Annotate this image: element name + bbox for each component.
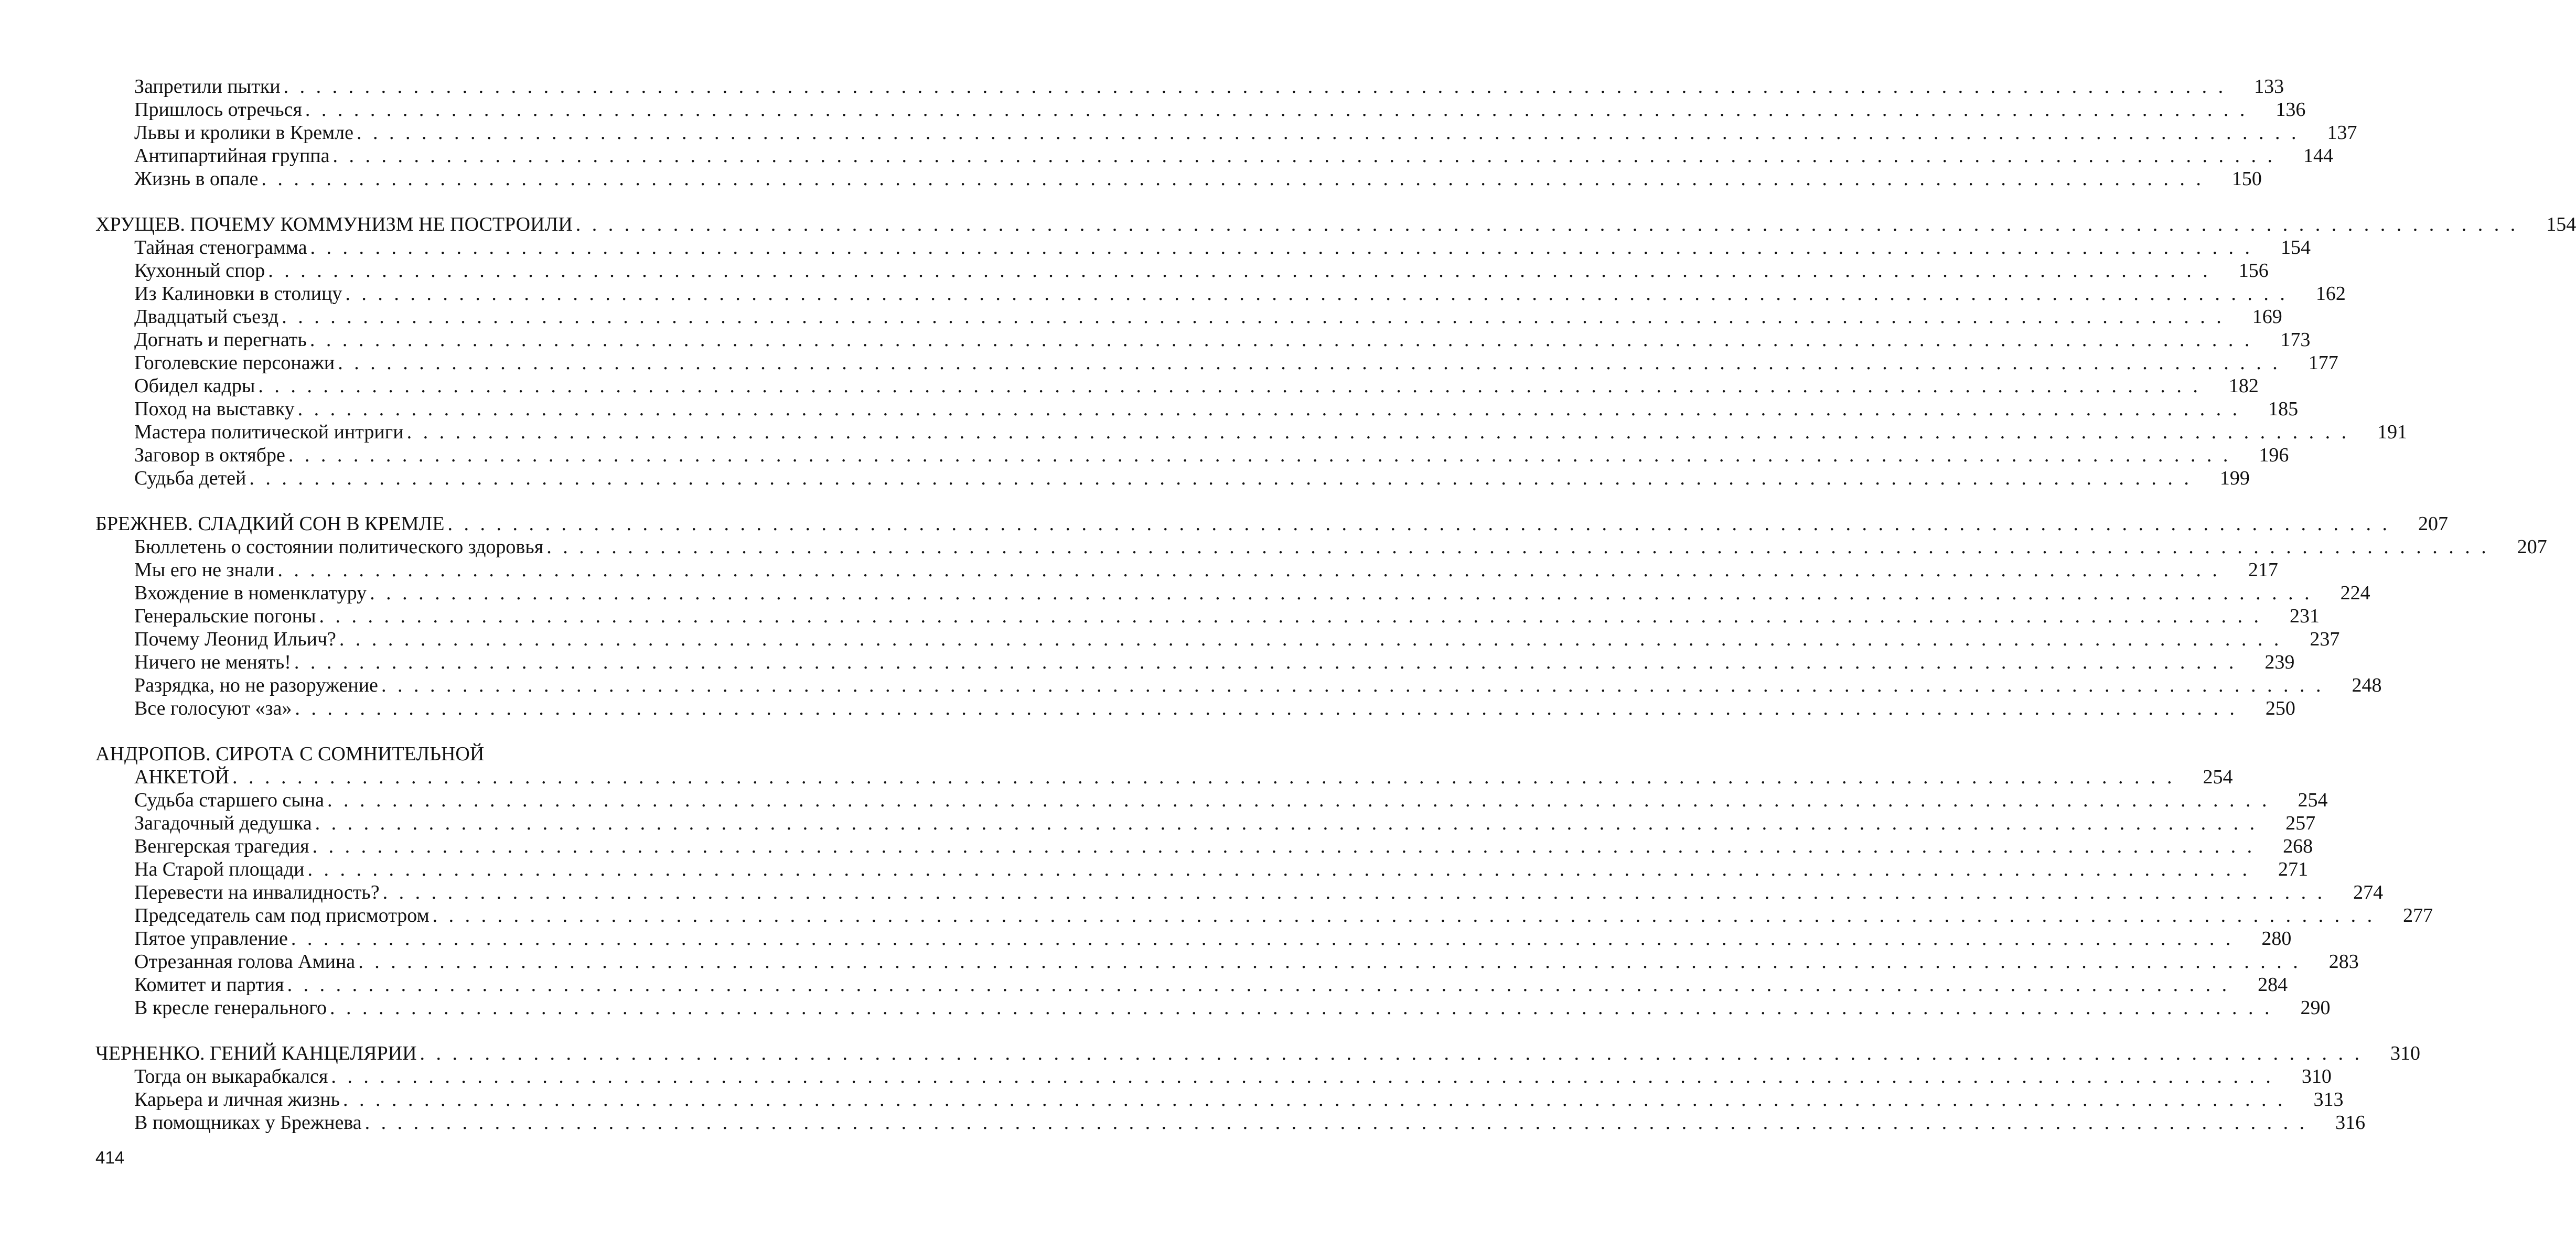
dot-leader: . . . . . . . . . . . . . . . . . . . . . . . . . . . . . . . . . . . . . . . . . . . . . . . . . . . . . . . . . . . . . . . . . . . . . . . . . . . . . . . . . . . . . . . . . . . . . . . . . . . . . . . . . . . . . . . . . . . . . . . .: [332, 145, 2276, 167]
toc-subsection-entry: [95, 328, 2311, 351]
toc-entry-page-number: 237: [2310, 628, 2340, 650]
toc-subsection-entry: [95, 858, 2309, 881]
toc-entry-page-number: 250: [2265, 697, 2295, 719]
toc-entry-page-number: 154: [2546, 213, 2576, 235]
dot-leader: . . . . . . . . . . . . . . . . . . . . . . . . . . . . . . . . . . . . . . . . . . . . . . . . . . . . . . . . . . . . . . . . . . . . . . . . . . . . . . . . . . . . . . . . . . . . . . . . . . . . . . . . . . . . . . . . . . . . . . . .: [331, 1065, 2274, 1087]
toc-subsection-entry: [95, 789, 2328, 812]
toc-subsection-entry: [95, 259, 2269, 282]
toc-entry-title: Пришлось отречься: [134, 99, 302, 121]
dot-leader: . . . . . . . . . . . . . . . . . . . . . . . . . . . . . . . . . . . . . . . . . . . . . . . . . . . . . . . . . . . . . . . . . . . . . . . . . . . . . . . . . . . . . . . . . . . . . . . . . . . . . . . . . . . . . . . . . . . . . . . .: [312, 835, 2256, 857]
toc-subsection-entry: [95, 950, 2359, 973]
dot-leader: . . . . . . . . . . . . . . . . . . . . . . . . . . . . . . . . . . . . . . . . . . . . . . . . . . . . . . . . . . . . . . . . . . . . . . . . . . . . . . . . . . . . . . . . . . . . . . . . . . . . . . . . . . . . . . . . . . . . . . . .: [329, 997, 2273, 1019]
dot-leader: . . . . . . . . . . . . . . . . . . . . . . . . . . . . . . . . . . . . . . . . . . . . . . . . . . . . . . . . . . . . . . . . . . . . . . . . . . . . . . . . . . . . . . . . . . . . . . . . . . . . . . . . . . . . . . . . . . . . . . . .: [249, 467, 2192, 489]
toc-subsection-entry: [95, 444, 2289, 467]
toc-entry-page-number: 207: [2517, 536, 2547, 558]
toc-entry-page-number: 185: [2268, 398, 2299, 420]
toc-entry-page-number: 207: [2418, 513, 2449, 535]
dot-leader: . . . . . . . . . . . . . . . . . . . . . . . . . . . . . . . . . . . . . . . . . . . . . . . . . . . . . . . . . . . . . . . . . . . . . . . . . . . . . . . . . . . . . . . . . . . . . . . . . . . . . . . . . . . . . . . . . . . . . . . .: [357, 122, 2300, 144]
dot-leader: . . . . . . . . . . . . . . . . . . . . . . . . . . . . . . . . . . . . . . . . . . . . . . . . . . . . . . . . . . . . . . . . . . . . . . . . . . . . . . . . . . . . . . . . . . . . . . . . . . . . . . . . . . . . . . . . . . . . . . . .: [546, 536, 2489, 558]
toc-entry-title: Львы и кролики в Кремле: [134, 122, 353, 144]
table-of-contents: [95, 75, 2576, 1134]
toc-entry-page-number: 283: [2328, 951, 2359, 973]
toc-subsection-entry: [95, 75, 2284, 98]
toc-entry-title: ХРУЩЕВ. ПОЧЕМУ КОММУНИЗМ НЕ ПОСТРОИЛИ: [95, 213, 573, 235]
toc-entry-title: Ничего не менять!: [134, 651, 291, 673]
dot-leader: . . . . . . . . . . . . . . . . . . . . . . . . . . . . . . . . . . . . . . . . . . . . . . . . . . . . . . . . . . . . . . . . . . . . . . . . . . . . . . . . . . . . . . . . . . . . . . . . . . . . . . . . . . . . . . . . . . . . . . . .: [432, 904, 2376, 926]
toc-entry-title: Карьера и личная жизнь: [134, 1089, 340, 1111]
toc-entry-title: Кухонный спор: [134, 260, 265, 282]
toc-entry-title: Из Калиновки в столицу: [134, 283, 342, 305]
toc-entry-title: Мы его не знали: [134, 559, 275, 581]
dot-leader: . . . . . . . . . . . . . . . . . . . . . . . . . . . . . . . . . . . . . . . . . . . . . . . . . . . . . . . . . . . . . . . . . . . . . . . . . . . . . . . . . . . . . . . . . . . . . . . . . . . . . . . . . . . . . . . . . . . . . . . .: [370, 582, 2313, 604]
dot-leader: . . . . . . . . . . . . . . . . . . . . . . . . . . . . . . . . . . . . . . . . . . . . . . . . . . . . . . . . . . . . . . . . . . . . . . . . . . . . . . . . . . . . . . . . . . . . . . . . . . . . . . . . . . . . . . . . . . . . . . . .: [258, 375, 2201, 397]
toc-entry-page-number: 191: [2377, 421, 2408, 443]
toc-subsection-entry: [95, 282, 2346, 305]
toc-entry-page-number: 156: [2238, 260, 2269, 282]
dot-leader: . . . . . . . . . . . . . . . . . . . . . . . . . . . . . . . . . . . . . . . . . . . . . . . . . . . . . . . . . . . . . . . . . . . . . . . . . . . . . . . . . . . . . . . . . . . . . . . . . . . . . . . . . . . . . . . . . . . . . . . .: [319, 605, 2262, 627]
toc-entry-title: БРЕЖНЕВ. СЛАДКИЙ СОН В КРЕМЛЕ: [95, 513, 445, 535]
toc-entry-page-number: 254: [2203, 766, 2233, 788]
toc-subsection-entry: [95, 697, 2295, 720]
dot-leader: . . . . . . . . . . . . . . . . . . . . . . . . . . . . . . . . . . . . . . . . . . . . . . . . . . . . . . . . . . . . . . . . . . . . . . . . . . . . . . . . . . . . . . . . . . . . . . . . . . . . . . . . . . . . . . . . . . . . . . . .: [339, 628, 2282, 650]
toc-subsection-entry: [95, 144, 2334, 167]
page-number: 414: [95, 1148, 125, 1167]
toc-subsection-entry: [95, 167, 2262, 190]
toc-entry-page-number: 239: [2264, 651, 2295, 673]
toc-entry-page-number: 268: [2283, 835, 2313, 857]
dot-leader: . . . . . . . . . . . . . . . . . . . . . . . . . . . . . . . . . . . . . . . . . . . . . . . . . . . . . . . . . . . . . . . . . . . . . . . . . . . . . . . . . . . . . . . . . . . . . . . . . . . . . . . . . . . . . . . . . . . . . . . .: [309, 329, 2253, 351]
toc-entry-page-number: 313: [2313, 1089, 2344, 1111]
dot-leader: . . . . . . . . . . . . . . . . . . . . . . . . . . . . . . . . . . . . . . . . . . . . . . . . . . . . . . . . . . . . . . . . . . . . . . . . . . . . . . . . . . . . . . . . . . . . . . . . . . . . . . . . . . . . . . . . . . . . . . . .: [310, 236, 2253, 258]
toc-entry-page-number: 257: [2285, 812, 2316, 834]
toc-subsection-entry: [95, 835, 2313, 858]
toc-subsection-entry: [95, 236, 2311, 259]
toc-subsection-entry: [95, 605, 2320, 628]
dot-leader: . . . . . . . . . . . . . . . . . . . . . . . . . . . . . . . . . . . . . . . . . . . . . . . . . . . . . . . . . . . . . . . . . . . . . . . . . . . . . . . . . . . . . . . . . . . . . . . . . . . . . . . . . . . . . . . . . . . . . . . .: [305, 99, 2248, 121]
dot-leader: . . . . . . . . . . . . . . . . . . . . . . . . . . . . . . . . . . . . . . . . . . . . . . . . . . . . . . . . . . . . . . . . . . . . . . . . . . . . . . . . . . . . . . . . . . . . . . . . . . . . . . . . . . . . . . . . . . . . . . . .: [345, 283, 2288, 305]
toc-subsection-entry: [95, 812, 2316, 835]
toc-entry-title: Почему Леонид Ильич?: [134, 628, 336, 650]
dot-leader: . . . . . . . . . . . . . . . . . . . . . . . . . . . . . . . . . . . . . . . . . . . . . . . . . . . . . . . . . . . . . . . . . . . . . . . . . . . . . . . . . . . . . . . . . . . . . . . . . . . . . . . . . . . . . . . . . . . . . . . .: [447, 513, 2391, 535]
toc-entry-page-number: 177: [2308, 352, 2338, 374]
toc-entry-title: Двадцатый съезд: [134, 306, 279, 328]
toc-entry-page-number: 271: [2278, 858, 2309, 880]
toc-entry-title: АНКЕТОЙ: [134, 766, 230, 788]
toc-entry-page-number: 280: [2261, 928, 2292, 950]
toc-entry-title: Тайная стенограмма: [134, 236, 307, 258]
toc-entry-page-number: 154: [2280, 236, 2311, 258]
section-spacer: [95, 190, 709, 213]
dot-leader: . . . . . . . . . . . . . . . . . . . . . . . . . . . . . . . . . . . . . . . . . . . . . . . . . . . . . . . . . . . . . . . . . . . . . . . . . . . . . . . . . . . . . . . . . . . . . . . . . . . . . . . . . . . . . . . . . . . . . . . .: [364, 1112, 2308, 1134]
toc-entry-title: На Старой площади: [134, 858, 305, 880]
toc-subsection-entry: [95, 558, 2278, 581]
toc-subsection-entry: [95, 98, 2306, 121]
dot-leader: . . . . . . . . . . . . . . . . . . . . . . . . . . . . . . . . . . . . . . . . . . . . . . . . . . . . . . . . . . . . . . . . . . . . . . . . . . . . . . . . . . . . . . . . . . . . . . . . . . . . . . . . . . . . . . . . . . . . . . . .: [268, 260, 2211, 282]
toc-subsection-entry: [95, 351, 2338, 374]
toc-entry-page-number: 144: [2303, 145, 2334, 167]
toc-entry-title: Жизнь в опале: [134, 168, 259, 190]
section-spacer: [95, 720, 709, 742]
toc-entry-title: Антипартийная группа: [134, 145, 330, 167]
toc-entry-page-number: 316: [2335, 1112, 2366, 1134]
dot-leader: . . . . . . . . . . . . . . . . . . . . . . . . . . . . . . . . . . . . . . . . . . . . . . . . . . . . . . . . . . . . . . . . . . . . . . . . . . . . . . . . . . . . . . . . . . . . . . . . . . . . . . . . . . . . . . . . . . . . . . . .: [307, 858, 2251, 880]
dot-leader: . . . . . . . . . . . . . . . . . . . . . . . . . . . . . . . . . . . . . . . . . . . . . . . . . . . . . . . . . . . . . . . . . . . . . . . . . . . . . . . . . . . . . . . . . . . . . . . . . . . . . . . . . . . . . . . . . . . . . . . .: [327, 789, 2270, 811]
toc-subsection-entry: [95, 421, 2408, 444]
toc-entry-title: Разрядка, но не разоружение: [134, 674, 378, 696]
dot-leader: . . . . . . . . . . . . . . . . . . . . . . . . . . . . . . . . . . . . . . . . . . . . . . . . . . . . . . . . . . . . . . . . . . . . . . . . . . . . . . . . . . . . . . . . . . . . . . . . . . . . . . . . . . . . . . . . . . . . . . . .: [382, 881, 2326, 903]
toc-subsection-entry: [95, 904, 2433, 927]
toc-entry-title: Бюллетень о состоянии политического здоровья: [134, 536, 544, 558]
toc-chapter-entry: [95, 1042, 2421, 1065]
dot-leader: . . . . . . . . . . . . . . . . . . . . . . . . . . . . . . . . . . . . . . . . . . . . . . . . . . . . . . . . . . . . . . . . . . . . . . . . . . . . . . . . . . . . . . . . . . . . . . . . . . . . . . . . . . . . . . . . . . . . . . . .: [297, 398, 2241, 420]
toc-entry-page-number: 310: [2390, 1042, 2421, 1064]
dot-leader: . . . . . . . . . . . . . . . . . . . . . . . . . . . . . . . . . . . . . . . . . . . . . . . . . . . . . . . . . . . . . . . . . . . . . . . . . . . . . . . . . . . . . . . . . . . . . . . . . . . . . . . . . . . . . . . . . . . . . . . .: [291, 928, 2234, 950]
toc-entry-title: Пятое управление: [134, 928, 288, 950]
dot-leader: . . . . . . . . . . . . . . . . . . . . . . . . . . . . . . . . . . . . . . . . . . . . . . . . . . . . . . . . . . . . . . . . . . . . . . . . . . . . . . . . . . . . . . . . . . . . . . . . . . . . . . . . . . . . . . . . . . . . . . . .: [261, 168, 2204, 190]
dot-leader: . . . . . . . . . . . . . . . . . . . . . . . . . . . . . . . . . . . . . . . . . . . . . . . . . . . . . . . . . . . . . . . . . . . . . . . . . . . . . . . . . . . . . . . . . . . . . . . . . . . . . . . . . . . . . . . . . . . . . . . .: [406, 421, 2350, 443]
dot-leader: . . . . . . . . . . . . . . . . . . . . . . . . . . . . . . . . . . . . . . . . . . . . . . . . . . . . . . . . . . . . . . . . . . . . . . . . . . . . . . . . . . . . . . . . . . . . . . . . . . . . . . . . . . . . . . . . . . . . . . . .: [283, 76, 2227, 98]
dot-leader: . . . . . . . . . . . . . . . . . . . . . . . . . . . . . . . . . . . . . . . . . . . . . . . . . . . . . . . . . . . . . . . . . . . . . . . . . . . . . . . . . . . . . . . . . . . . . . . . . . . . . . . . . . . . . . . . . . . . . . . .: [342, 1089, 2286, 1111]
toc-subsection-entry: [95, 1065, 2332, 1088]
dot-leader: . . . . . . . . . . . . . . . . . . . . . . . . . . . . . . . . . . . . . . . . . . . . . . . . . . . . . . . . . . . . . . . . . . . . . . . . . . . . . . . . . . . . . . . . . . . . . . . . . . . . . . . . . . . . . . . . . . . . . . . .: [338, 352, 2281, 374]
toc-entry-page-number: 274: [2353, 881, 2384, 903]
toc-entry-page-number: 150: [2231, 168, 2262, 190]
toc-entry-page-number: 224: [2340, 582, 2370, 604]
toc-entry-title: Поход на выставку: [134, 398, 295, 420]
dot-leader: . . . . . . . . . . . . . . . . . . . . . . . . . . . . . . . . . . . . . . . . . . . . . . . . . . . . . . . . . . . . . . . . . . . . . . . . . . . . . . . . . . . . . . . . . . . . . . . . . . . . . . . . . . . . . . . . . . . . . . . .: [232, 766, 2175, 788]
toc-entry-title: Венгерская трагедия: [134, 835, 309, 857]
dot-leader: . . . . . . . . . . . . . . . . . . . . . . . . . . . . . . . . . . . . . . . . . . . . . . . . . . . . . . . . . . . . . . . . . . . . . . . . . . . . . . . . . . . . . . . . . . . . . . . . . . . . . . . . . . . . . . . . . . . . . . . .: [295, 697, 2238, 719]
toc-entry-page-number: 290: [2300, 997, 2331, 1019]
toc-subsection-entry: [95, 1111, 2366, 1134]
toc-entry-page-number: 231: [2290, 605, 2320, 627]
toc-subsection-entry: [95, 674, 2382, 697]
toc-chapter-heading-line: [95, 742, 709, 766]
toc-subsection-entry: [95, 628, 2340, 651]
toc-entry-title: Председатель сам под присмотром: [134, 904, 430, 926]
toc-entry-title: Обидел кадры: [134, 375, 255, 397]
toc-chapter-entry: [95, 512, 2449, 535]
toc-entry-title: В помощниках у Брежнева: [134, 1112, 362, 1134]
toc-entry-title: Гоголевские персонажи: [134, 352, 335, 374]
toc-subsection-entry: [95, 305, 2282, 328]
section-spacer: [95, 490, 709, 512]
toc-entry-title: Вхождение в номенклатуру: [134, 582, 367, 604]
toc-entry-title: Тогда он выкарабкался: [134, 1065, 328, 1087]
toc-subsection-entry: [95, 651, 2295, 674]
toc-entry-page-number: 182: [2228, 375, 2259, 397]
toc-entry-page-number: 310: [2301, 1065, 2332, 1087]
dot-leader: . . . . . . . . . . . . . . . . . . . . . . . . . . . . . . . . . . . . . . . . . . . . . . . . . . . . . . . . . . . . . . . . . . . . . . . . . . . . . . . . . . . . . . . . . . . . . . . . . . . . . . . . . . . . . . . . . . . . . . . .: [282, 306, 2225, 328]
toc-entry-page-number: 133: [2254, 76, 2284, 98]
toc-entry-title: Заговор в октябре: [134, 444, 285, 466]
toc-entry-title: Перевести на инвалидность?: [134, 881, 380, 903]
dot-leader: . . . . . . . . . . . . . . . . . . . . . . . . . . . . . . . . . . . . . . . . . . . . . . . . . . . . . . . . . . . . . . . . . . . . . . . . . . . . . . . . . . . . . . . . . . . . . . . . . . . . . . . . . . . . . . . . . . . . . . . .: [381, 674, 2324, 696]
toc-entry-page-number: 196: [2259, 444, 2289, 466]
toc-entry-title: Запретили пытки: [134, 76, 281, 98]
toc-entry-title: Генеральские погоны: [134, 605, 316, 627]
toc-entry-title: Мастера политической интриги: [134, 421, 404, 443]
toc-subsection-entry: [95, 996, 2331, 1019]
toc-subsection-entry: [95, 397, 2299, 421]
dot-leader: . . . . . . . . . . . . . . . . . . . . . . . . . . . . . . . . . . . . . . . . . . . . . . . . . . . . . . . . . . . . . . . . . . . . . . . . . . . . . . . . . . . . . . . . . . . . . . . . . . . . . . . . . . . . . . . . . . . . . . . .: [287, 974, 2230, 996]
toc-entry-page-number: 162: [2315, 283, 2346, 305]
toc-subsection-entry: [95, 581, 2370, 605]
dot-leader: . . . . . . . . . . . . . . . . . . . . . . . . . . . . . . . . . . . . . . . . . . . . . . . . . . . . . . . . . . . . . . . . . . . . . . . . . . . . . . . . . . . . . . . . . . . . . . . . . . . . . . . . . . . . . . . . . . . . . . . .: [420, 1042, 2363, 1064]
toc-subsection-entry: [95, 121, 2357, 144]
toc-subsection-entry: [95, 535, 2547, 558]
toc-entry-title: Догнать и перегнать: [134, 329, 307, 351]
dot-leader: . . . . . . . . . . . . . . . . . . . . . . . . . . . . . . . . . . . . . . . . . . . . . . . . . . . . . . . . . . . . . . . . . . . . . . . . . . . . . . . . . . . . . . . . . . . . . . . . . . . . . . . . . . . . . . . . . . . . . . . .: [358, 951, 2301, 973]
toc-subsection-entry: [95, 973, 2288, 996]
toc-entry-page-number: 169: [2252, 306, 2282, 328]
toc-entry-title: АНДРОПОВ. СИРОТА С СОМНИТЕЛЬНОЙ: [95, 743, 485, 765]
toc-entry-page-number: 254: [2298, 789, 2328, 811]
section-spacer: [95, 1019, 709, 1042]
toc-entry-title: Загадочный дедушка: [134, 812, 312, 834]
dot-leader: . . . . . . . . . . . . . . . . . . . . . . . . . . . . . . . . . . . . . . . . . . . . . . . . . . . . . . . . . . . . . . . . . . . . . . . . . . . . . . . . . . . . . . . . . . . . . . . . . . . . . . . . . . . . . . . . . . . . . . . .: [575, 213, 2519, 235]
toc-subsection-entry: [95, 467, 2250, 490]
dot-leader: . . . . . . . . . . . . . . . . . . . . . . . . . . . . . . . . . . . . . . . . . . . . . . . . . . . . . . . . . . . . . . . . . . . . . . . . . . . . . . . . . . . . . . . . . . . . . . . . . . . . . . . . . . . . . . . . . . . . . . . .: [315, 812, 2258, 834]
toc-entry-page-number: 248: [2352, 674, 2382, 696]
toc-subsection-entry: [95, 881, 2384, 904]
toc-entry-title: Все голосуют «за»: [134, 697, 292, 719]
toc-entry-page-number: 284: [2258, 974, 2288, 996]
toc-entry-title: ЧЕРНЕНКО. ГЕНИЙ КАНЦЕЛЯРИИ: [95, 1042, 417, 1064]
toc-entry-title: Судьба старшего сына: [134, 789, 325, 811]
toc-chapter-heading-continuation: [95, 766, 2233, 789]
dot-leader: . . . . . . . . . . . . . . . . . . . . . . . . . . . . . . . . . . . . . . . . . . . . . . . . . . . . . . . . . . . . . . . . . . . . . . . . . . . . . . . . . . . . . . . . . . . . . . . . . . . . . . . . . . . . . . . . . . . . . . . .: [288, 444, 2231, 466]
toc-entry-title: Отрезанная голова Амина: [134, 951, 356, 973]
toc-subsection-entry: [95, 374, 2259, 397]
toc-subsection-entry: [95, 1088, 2344, 1111]
toc-entry-page-number: 199: [2219, 467, 2250, 489]
toc-entry-page-number: 137: [2327, 122, 2357, 144]
toc-entry-page-number: 173: [2280, 329, 2311, 351]
toc-entry-page-number: 217: [2248, 559, 2278, 581]
toc-entry-page-number: 136: [2276, 99, 2306, 121]
toc-entry-page-number: 277: [2403, 904, 2433, 926]
toc-chapter-entry: [95, 213, 2576, 236]
toc-entry-title: В кресле генерального: [134, 997, 327, 1019]
toc-entry-title: Судьба детей: [134, 467, 246, 489]
dot-leader: . . . . . . . . . . . . . . . . . . . . . . . . . . . . . . . . . . . . . . . . . . . . . . . . . . . . . . . . . . . . . . . . . . . . . . . . . . . . . . . . . . . . . . . . . . . . . . . . . . . . . . . . . . . . . . . . . . . . . . . .: [294, 651, 2237, 673]
toc-entry-title: Комитет и партия: [134, 974, 284, 996]
toc-subsection-entry: [95, 927, 2292, 950]
dot-leader: . . . . . . . . . . . . . . . . . . . . . . . . . . . . . . . . . . . . . . . . . . . . . . . . . . . . . . . . . . . . . . . . . . . . . . . . . . . . . . . . . . . . . . . . . . . . . . . . . . . . . . . . . . . . . . . . . . . . . . . .: [277, 559, 2220, 581]
